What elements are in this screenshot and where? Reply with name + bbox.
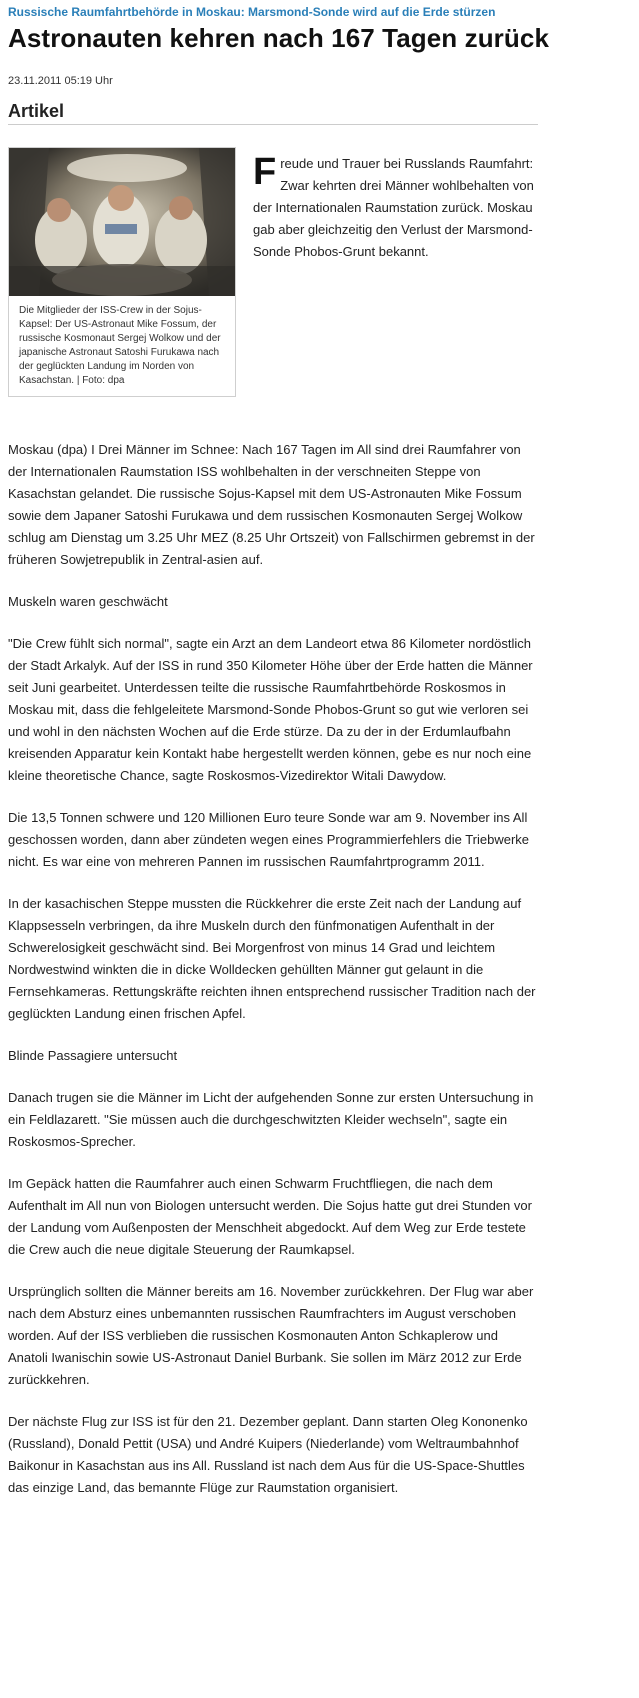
subheading: Muskeln waren geschwächt <box>8 594 168 609</box>
article-figure <box>8 147 236 397</box>
body-paragraph: Ursprünglich sollten die Männer bereits am 16. November zurückkehren. Der Flug war aber nach dem Absturz eines unbemannten russischen Raumfrachters im August verschoben worden. Auf der ISS verblieben die russischen Kosmonauten Anton Schkaplerow und Anatoli Iwanischin sowie US-Astronaut Daniel Burbank. Sie sollen im März 2012 zur Erde zurückkehren. <box>8 1284 534 1387</box>
body-paragraph: Die 13,5 Tonnen schwere und 120 Millionen Euro teure Sonde war am 9. November ins All geschossen worden, dann aber zündeten wegen eines Programmierfehlers die Triebwerke nicht. Es war eine von mehreren Pannen im russischen Raumfahrtprogramm 2011. <box>8 810 530 869</box>
crew-photo <box>9 148 235 296</box>
intro-text: reude und Trauer bei Russlands Raumfahrt: Zwar kehrten drei Männer wohlbehalten von der Internationalen Raumstation zurück. Moskau gab aber gleichzeitig den Verlust der Marsmond-Sonde Phobos-Grunt bekannt. <box>253 156 534 259</box>
body-paragraph: "Die Crew fühlt sich normal", sagte ein Arzt an dem Landeort etwa 86 Kilometer nordöstlich der Stadt Arkalyk. Auf der ISS in rund 350 Kilometer Höhe über der Erde hatten die Männer seit Juni gearbeitet. Unterdessen teilte die russische Raumfahrtbehörde Roskosmos in Moskau mit, dass die fehlgeleitete Marsmond-Sonde Phobos-Grunt so gut wie verloren sei und wohl in den nächsten Wochen auf die Erde stürze. Da zu der in der Erdumlaufbahn kreisenden Apparatur kein Kontakt habe hergestellt werden können, gebe es nur noch eine kleine theoretische Chance, sagte Roskosmos-Vizedirektor Witali Dawydow. <box>8 636 533 783</box>
body-paragraph: Danach trugen sie die Männer im Licht der aufgehenden Sonne zur ersten Untersuchung in ein Feldlazarett. "Sie müssen auch die durchgeschwitzten Kleider wechseln", sagte ein Roskosmos-Sprecher. <box>8 1090 534 1149</box>
photo-caption: Die Mitglieder der ISS-Crew in der Sojus-Kapsel: Der US-Astronaut Mike Fossum, der russische Kosmonaut Sergej Wolkow und der japanische Astronaut Satoshi Furukawa nach der geglückten Landung im Norden von Kasachstan. | Foto: dpa <box>19 305 221 386</box>
section-title: Artikel <box>8 100 538 125</box>
article-body <box>8 439 538 1499</box>
article-kicker: Russische Raumfahrtbehörde in Moskau: Marsmond-Sonde wird auf die Erde stürzen <box>8 5 496 19</box>
body-paragraph: Der nächste Flug zur ISS ist für den 21. Dezember geplant. Dann starten Oleg Kononenko (Russland), Donald Pettit (USA) und André Kuipers (Niederlande) vom Weltraumbahnhof Baikonur in Kasachstan aus ins All. Russland ist nach dem Aus für die US-Space-Shuttles das einzige Land, das bemannte Flüge zur Raumstation organisiert. <box>8 1414 528 1495</box>
article-intro <box>253 153 538 263</box>
article-headline: Astronauten kehren nach 167 Tagen zurück <box>8 23 549 53</box>
intro-dropcap: F <box>253 151 277 193</box>
body-paragraph: Moskau (dpa) I Drei Männer im Schnee: Nach 167 Tagen im All sind drei Raumfahrer von der Internationalen Raumstation ISS wohlbehalten in der verschneiten Steppe von Kasachstan gelandet. Die russische Sojus-Kapsel mit dem US-Astronauten Mike Fossum sowie dem Japaner Satoshi Furukawa und dem russischen Kosmonauten Sergej Wolkow schlug am Dienstag um 3.25 Uhr MEZ (8.25 Uhr Ortszeit) von Fallschirmen gebremst in der früheren Sowjetrepublik in Zentral-asien auf. <box>8 442 535 567</box>
body-paragraph: In der kasachischen Steppe mussten die Rückkehrer die erste Zeit nach der Landung auf Klappsesseln verbringen, da ihre Muskeln durch den fünfmonatigen Aufenthalt in der Schwerelosigkeit geschwächt sind. Bei Morgenfrost von minus 14 Grad und leichtem Nordwestwind winkten die in dicke Wolldecken gehüllten Männer gut gelaunt in die Fernsehkameras. Rettungskräfte reichten ihnen entsprechend russischer Tradition nach der geglückten Landung einen frischen Apfel. <box>8 896 536 1021</box>
body-paragraph: Im Gepäck hatten die Raumfahrer auch einen Schwarm Fruchtfliegen, die nach dem Aufenthalt im All nun von Biologen untersucht werden. Die Sojus hatte gut drei Stunden vor der Landung vom Außenposten der Menschheit abgedockt. Auf dem Weg zur Erde testete die Crew auch die neue digitale Steuerung der Raumkapsel. <box>8 1176 532 1257</box>
article-lead <box>8 147 538 419</box>
article-date: 23.11.2011 05:19 Uhr <box>8 75 113 87</box>
subheading: Blinde Passagiere untersucht <box>8 1048 178 1063</box>
